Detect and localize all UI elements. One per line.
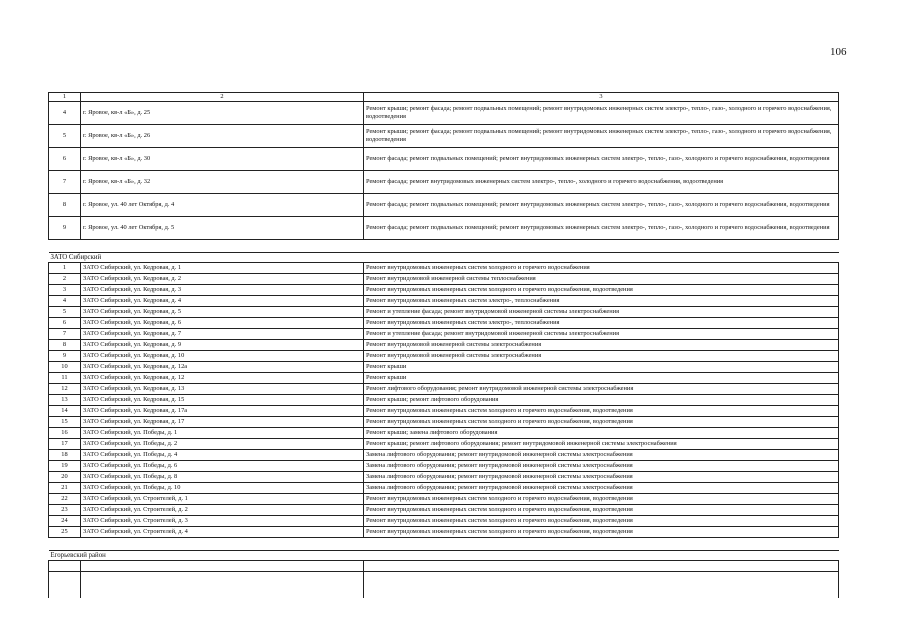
row-address: ЗАТО Сибирский, ул. Кедровая, д. 17 xyxy=(81,417,364,428)
row-work: Ремонт внутридомовой инженерной системы электроснабжения xyxy=(364,351,839,362)
row-number: 2 xyxy=(49,274,81,285)
row-address: ЗАТО Сибирский, ул. Кедровая, д. 15 xyxy=(81,395,364,406)
row-work: Ремонт крыши; ремонт лифтового оборудования xyxy=(364,395,839,406)
row-address: ЗАТО Сибирский, ул. Победы, д. 8 xyxy=(81,472,364,483)
row-address: ЗАТО Сибирский, ул. Кедровая, д. 2 xyxy=(81,274,364,285)
table-row xyxy=(49,406,839,417)
table-row xyxy=(49,171,839,194)
row-address: г. Яровое, ул. 40 лет Октября, д. 5 xyxy=(81,217,364,240)
row-work: Ремонт крыши; ремонт фасада; ремонт подвальных помещений; ремонт внутридомовых инженерных систем электро-, тепло-, газо-, холодного и горячего водоснабжения, водоотведения xyxy=(364,125,839,148)
row-address: ЗАТО Сибирский, ул. Кедровая, д. 5 xyxy=(81,307,364,318)
row-work: Ремонт крыши xyxy=(364,373,839,384)
empty-row xyxy=(49,561,839,572)
table-row xyxy=(49,285,839,296)
empty-row xyxy=(49,572,839,599)
row-work: Замена лифтового оборудования; ремонт внутридомовой инженерной системы электроснабжения xyxy=(364,450,839,461)
row-number: 7 xyxy=(49,329,81,340)
empty-cell xyxy=(49,572,81,599)
table-row xyxy=(49,263,839,274)
row-work: Ремонт фасада; ремонт подвальных помещений; ремонт внутридомовых инженерных систем электро-, тепло-, газо-, холодного и горячего водоснабжения, водоотведения xyxy=(364,194,839,217)
table-row xyxy=(49,417,839,428)
table-row xyxy=(49,274,839,285)
row-number: 6 xyxy=(49,148,81,171)
row-address: ЗАТО Сибирский, ул. Кедровая, д. 1 xyxy=(81,263,364,274)
table-row xyxy=(49,483,839,494)
table-row xyxy=(49,395,839,406)
section-spacer xyxy=(49,240,839,253)
row-work: Ремонт крыши; ремонт лифтового оборудования; ремонт внутридомовой инженерной системы электроснабжения xyxy=(364,439,839,450)
table-row xyxy=(49,461,839,472)
row-work: Ремонт лифтового оборудования; ремонт внутридомовой инженерной системы электроснабжения xyxy=(364,384,839,395)
column-header-work: 3 xyxy=(364,93,839,102)
row-number: 13 xyxy=(49,395,81,406)
table-row xyxy=(49,373,839,384)
table-row xyxy=(49,516,839,527)
row-number: 22 xyxy=(49,494,81,505)
row-work: Ремонт фасада; ремонт подвальных помещений; ремонт внутридомовых инженерных систем электро-, тепло-, газо-, холодного и горячего водоснабжения, водоотведения xyxy=(364,148,839,171)
column-number-row xyxy=(49,93,839,102)
section-title: ЗАТО Сибирский xyxy=(49,253,839,263)
row-work: Ремонт внутридомовых инженерных систем холодного и горячего водоснабжения, водоотведения xyxy=(364,516,839,527)
table-row xyxy=(49,318,839,329)
empty-cell xyxy=(81,572,364,599)
row-number: 19 xyxy=(49,461,81,472)
row-address: ЗАТО Сибирский, ул. Кедровая, д. 6 xyxy=(81,318,364,329)
row-number: 16 xyxy=(49,428,81,439)
table-row xyxy=(49,384,839,395)
row-address: г. Яровое, кв-л «Б», д. 25 xyxy=(81,102,364,125)
table-row xyxy=(49,329,839,340)
table-row xyxy=(49,194,839,217)
row-work: Ремонт и утепление фасада; ремонт внутридомовой инженерной системы электроснабжения xyxy=(364,329,839,340)
row-number: 4 xyxy=(49,296,81,307)
empty-cell xyxy=(49,561,81,572)
table-row xyxy=(49,362,839,373)
section-header-row xyxy=(49,253,839,263)
row-number: 21 xyxy=(49,483,81,494)
table-row xyxy=(49,340,839,351)
row-address: ЗАТО Сибирский, ул. Кедровая, д. 4 xyxy=(81,296,364,307)
table-row xyxy=(49,527,839,538)
table-row xyxy=(49,102,839,125)
row-work: Замена лифтового оборудования; ремонт внутридомовой инженерной системы электроснабжения xyxy=(364,472,839,483)
table-row xyxy=(49,125,839,148)
row-address: ЗАТО Сибирский, ул. Победы, д. 1 xyxy=(81,428,364,439)
column-header-number: 1 xyxy=(49,93,81,102)
column-header-address: 2 xyxy=(81,93,364,102)
table-row xyxy=(49,494,839,505)
row-number: 23 xyxy=(49,505,81,516)
row-address: ЗАТО Сибирский, ул. Кедровая, д. 13 xyxy=(81,384,364,395)
row-address: ЗАТО Сибирский, ул. Победы, д. 6 xyxy=(81,461,364,472)
row-number: 24 xyxy=(49,516,81,527)
row-address: ЗАТО Сибирский, ул. Строителей, д. 3 xyxy=(81,516,364,527)
row-work: Замена лифтового оборудования; ремонт внутридомовой инженерной системы электроснабжения xyxy=(364,461,839,472)
empty-cell xyxy=(364,572,839,599)
row-address: г. Яровое, кв-л «Б», д. 32 xyxy=(81,171,364,194)
row-address: ЗАТО Сибирский, ул. Кедровая, д. 12 xyxy=(81,373,364,384)
row-work: Ремонт и утепление фасада; ремонт внутридомовой инженерной системы электроснабжения xyxy=(364,307,839,318)
row-address: ЗАТО Сибирский, ул. Победы, д. 2 xyxy=(81,439,364,450)
row-work: Ремонт внутридомовой инженерной системы электроснабжения xyxy=(364,340,839,351)
row-number: 11 xyxy=(49,373,81,384)
row-number: 8 xyxy=(49,194,81,217)
table-row xyxy=(49,307,839,318)
row-number: 5 xyxy=(49,307,81,318)
row-address: ЗАТО Сибирский, ул. Кедровая, д. 17а xyxy=(81,406,364,417)
row-address: г. Яровое, кв-л «Б», д. 26 xyxy=(81,125,364,148)
section-spacer xyxy=(49,538,839,551)
table-row xyxy=(49,148,839,171)
row-address: г. Яровое, ул. 40 лет Октября, д. 4 xyxy=(81,194,364,217)
table-row xyxy=(49,296,839,307)
section-title: Егорьевский район xyxy=(49,551,839,561)
row-number: 9 xyxy=(49,351,81,362)
row-number: 18 xyxy=(49,450,81,461)
empty-cell xyxy=(81,561,364,572)
table-row xyxy=(49,450,839,461)
row-number: 12 xyxy=(49,384,81,395)
row-work: Ремонт внутридомовых инженерных систем холодного и горячего водоснабжения, водоотведения xyxy=(364,527,839,538)
page-number: 106 xyxy=(830,46,847,58)
row-address: ЗАТО Сибирский, ул. Строителей, д. 1 xyxy=(81,494,364,505)
table-row xyxy=(49,439,839,450)
row-address: ЗАТО Сибирский, ул. Кедровая, д. 10 xyxy=(81,351,364,362)
row-work: Ремонт внутридомовых инженерных систем холодного и горячего водоснабжения, водоотведения xyxy=(364,417,839,428)
row-number: 25 xyxy=(49,527,81,538)
row-work: Ремонт внутридомовых инженерных систем электро-, теплоснабжения xyxy=(364,296,839,307)
table-row xyxy=(49,472,839,483)
table-row xyxy=(49,428,839,439)
row-work: Ремонт внутридомовых инженерных систем холодного и горячего водоснабжения, водоотведения xyxy=(364,505,839,516)
repair-registry-table xyxy=(48,92,839,598)
row-work: Ремонт крыши; ремонт фасада; ремонт подвальных помещений; ремонт внутридомовых инженерных систем электро-, тепло-, газо-, холодного и горячего водоснабжения, водоотведения xyxy=(364,102,839,125)
row-number: 15 xyxy=(49,417,81,428)
row-number: 6 xyxy=(49,318,81,329)
row-work: Ремонт фасада; ремонт подвальных помещений; ремонт внутридомовых инженерных систем электро-, тепло-, газо-, холодного и горячего водоснабжения, водоотведения xyxy=(364,217,839,240)
row-work: Ремонт крыши; замена лифтового оборудования xyxy=(364,428,839,439)
row-work: Ремонт фасада; ремонт внутридомовых инженерных систем электро-, тепло-, холодного и горячего водоснабжения, водоотведения xyxy=(364,171,839,194)
row-work: Ремонт внутридомовых инженерных систем холодного и горячего водоснабжения, водоотведения xyxy=(364,494,839,505)
row-number: 17 xyxy=(49,439,81,450)
row-work: Замена лифтового оборудования; ремонт внутридомовой инженерной системы электроснабжения xyxy=(364,483,839,494)
row-work: Ремонт внутридомовой инженерной системы теплоснабжения xyxy=(364,274,839,285)
table-row xyxy=(49,351,839,362)
row-number: 4 xyxy=(49,102,81,125)
row-work: Ремонт внутридомовых инженерных систем электро-, теплоснабжения xyxy=(364,318,839,329)
row-address: ЗАТО Сибирский, ул. Кедровая, д. 7 xyxy=(81,329,364,340)
row-work: Ремонт внутридомовых инженерных систем холодного и горячего водоснабжения, водоотведения xyxy=(364,406,839,417)
row-number: 1 xyxy=(49,263,81,274)
row-number: 14 xyxy=(49,406,81,417)
row-number: 7 xyxy=(49,171,81,194)
row-address: ЗАТО Сибирский, ул. Кедровая, д. 9 xyxy=(81,340,364,351)
row-number: 3 xyxy=(49,285,81,296)
row-address: ЗАТО Сибирский, ул. Строителей, д. 4 xyxy=(81,527,364,538)
empty-cell xyxy=(364,561,839,572)
row-work: Ремонт крыши xyxy=(364,362,839,373)
row-number: 5 xyxy=(49,125,81,148)
row-work: Ремонт внутридомовых инженерных систем холодного и горячего водоснабжения xyxy=(364,263,839,274)
row-address: ЗАТО Сибирский, ул. Победы, д. 10 xyxy=(81,483,364,494)
row-number: 9 xyxy=(49,217,81,240)
row-number: 8 xyxy=(49,340,81,351)
row-number: 20 xyxy=(49,472,81,483)
row-address: ЗАТО Сибирский, ул. Кедровая, д. 3 xyxy=(81,285,364,296)
row-address: ЗАТО Сибирский, ул. Строителей, д. 2 xyxy=(81,505,364,516)
row-number: 10 xyxy=(49,362,81,373)
section-spacer-cell xyxy=(49,240,839,253)
section-header-row xyxy=(49,551,839,561)
section-spacer-cell xyxy=(49,538,839,551)
table-row xyxy=(49,505,839,516)
row-work: Ремонт внутридомовых инженерных систем холодного и горячего водоснабжения, водоотведения xyxy=(364,285,839,296)
row-address: ЗАТО Сибирский, ул. Кедровая, д. 12а xyxy=(81,362,364,373)
table-row xyxy=(49,217,839,240)
row-address: г. Яровое, кв-л «Б», д. 30 xyxy=(81,148,364,171)
row-address: ЗАТО Сибирский, ул. Победы, д. 4 xyxy=(81,450,364,461)
